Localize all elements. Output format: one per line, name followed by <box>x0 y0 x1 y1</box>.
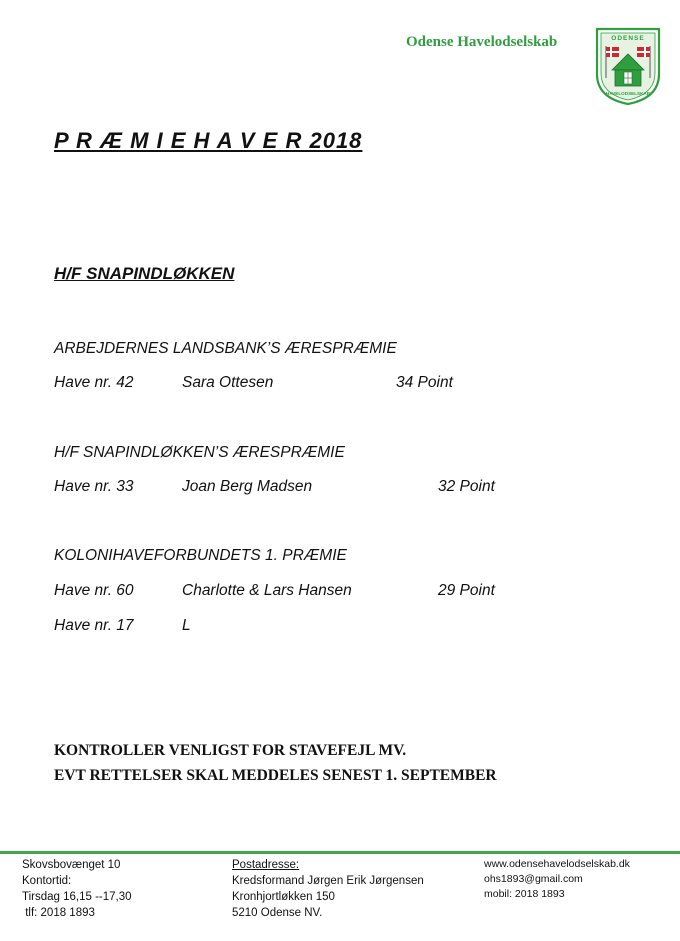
footer-line: Kontortid: <box>22 875 72 887</box>
garden-number: Have nr. 17 <box>54 617 134 634</box>
points: 32 Point <box>438 478 495 495</box>
prize-heading: H/F SNAPINDLØKKEN’S ÆRESPRÆMIE <box>54 444 345 461</box>
logo-bottom-text: HAVELODSELSKAB <box>605 91 651 96</box>
prize-heading: ARBEJDERNES LANDSBANK’S ÆRESPRÆMIE <box>54 340 397 357</box>
footer-line: Kronhjortløkken 150 <box>232 891 335 903</box>
organization-name: Odense Havelodselskab <box>406 34 558 50</box>
footer-line: mobil: 2018 1893 <box>484 888 565 900</box>
winner-name: Sara Ottesen <box>182 374 274 391</box>
footer-line: tlf: 2018 1893 <box>22 907 95 919</box>
notice-line: KONTROLLER VENLIGST FOR STAVEFEJL MV. <box>54 742 407 759</box>
footer-divider <box>0 851 680 854</box>
footer-address <box>22 857 132 921</box>
points: 29 Point <box>438 582 495 599</box>
garden-number: Have nr. 33 <box>54 478 134 495</box>
points: 34 Point <box>396 374 453 391</box>
garden-number: Have nr. 60 <box>54 582 134 599</box>
footer-contact <box>484 857 630 902</box>
email-link[interactable]: ohs1893@gmail.com <box>484 873 583 885</box>
page-title: P R Æ M I E H A V E R 2018 <box>54 128 363 153</box>
winner-name: Charlotte & Lars Hansen <box>182 582 352 599</box>
organization-logo <box>594 26 662 106</box>
garden-number: Have nr. 42 <box>54 374 134 391</box>
footer-postal <box>232 857 424 921</box>
website-link[interactable]: www.odensehavelodselskab.dk <box>484 858 630 870</box>
footer-postal-heading: Postadresse: <box>232 859 300 871</box>
prize-heading: KOLONIHAVEFORBUNDETS 1. PRÆMIE <box>54 547 347 564</box>
logo-top-text: ODENSE <box>611 35 645 42</box>
footer-line: Kredsformand Jørgen Erik Jørgensen <box>232 875 424 887</box>
footer-line: Tirsdag 16,15 --17,30 <box>22 891 132 903</box>
section-heading: H/F SNAPINDLØKKEN <box>54 264 235 283</box>
footer-line: 5210 Odense NV. <box>232 907 323 919</box>
notice-line: EVT RETTELSER SKAL MEDDELES SENEST 1. SEPTEMBER <box>54 767 497 784</box>
winner-name: Joan Berg Madsen <box>182 478 313 495</box>
footer-line: Skovsbovænget 10 <box>22 859 121 871</box>
winner-name: L <box>182 617 191 634</box>
